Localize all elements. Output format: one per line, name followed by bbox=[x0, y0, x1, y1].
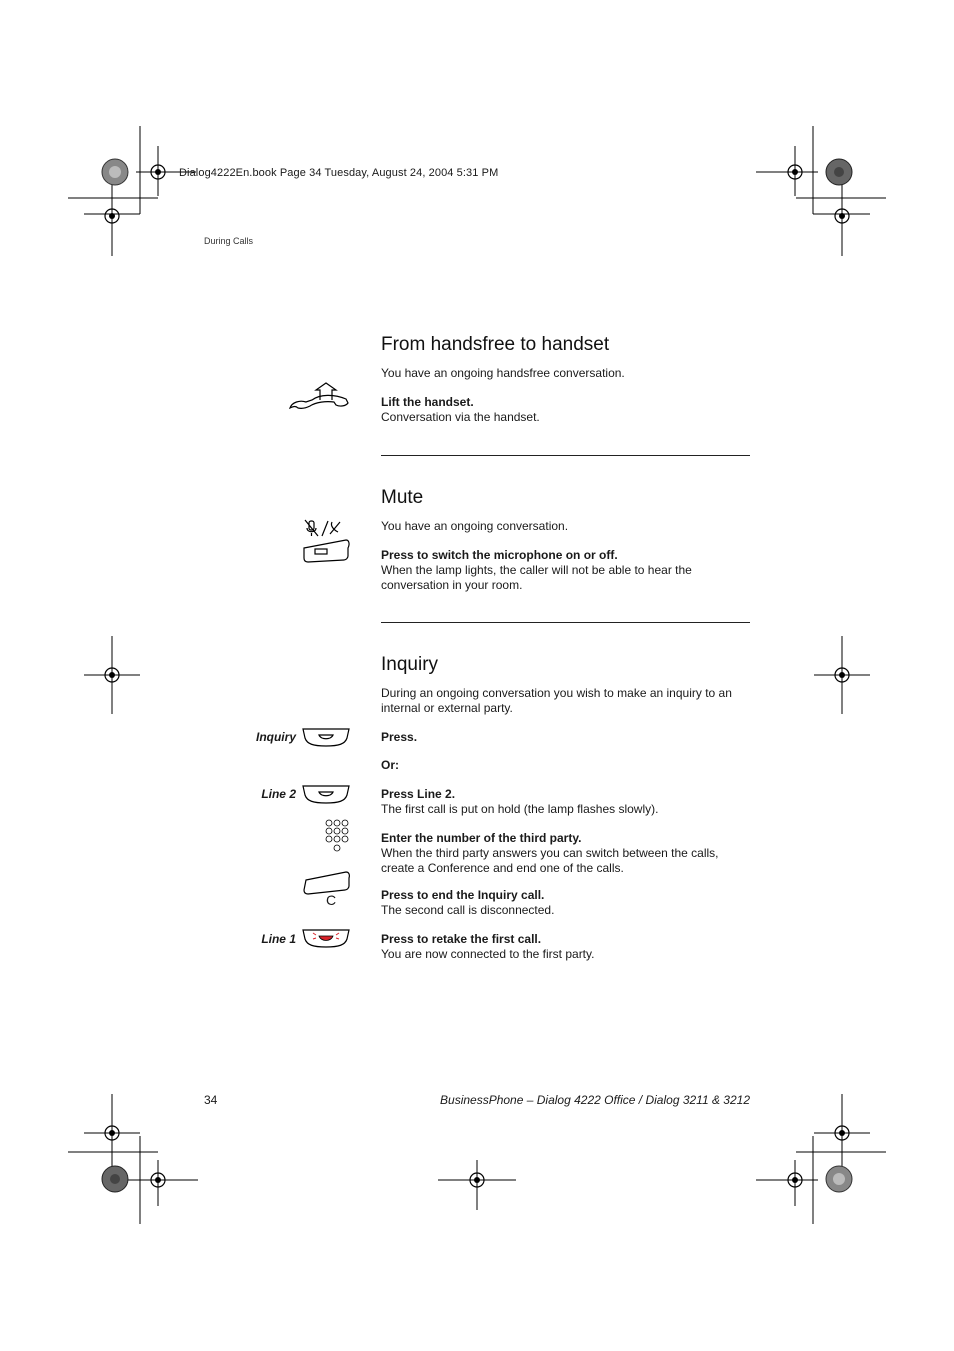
footer-title: BusinessPhone – Dialog 4222 Office / Dialog 3211 & 3212 bbox=[440, 1093, 750, 1107]
line1-key-label: Line 1 bbox=[261, 932, 296, 946]
handsfree-step-bold: Lift the handset. bbox=[381, 395, 474, 409]
page-number: 34 bbox=[204, 1093, 218, 1107]
end-inquiry-text: The second call is disconnected. bbox=[381, 903, 555, 917]
section-title-inquiry: Inquiry bbox=[381, 654, 439, 675]
enter-number-text-1: When the third party answers you can switch between the calls, bbox=[381, 846, 719, 860]
enter-number-text-2: create a Conference and end one of the calls. bbox=[381, 861, 624, 875]
handset-lift-icon bbox=[286, 382, 352, 412]
inquiry-key-label: Inquiry bbox=[255, 730, 296, 744]
enter-number-bold: Enter the number of the third party. bbox=[381, 831, 582, 845]
line1-key-flashing-icon[interactable] bbox=[301, 927, 351, 949]
retake-bold: Press to retake the first call. bbox=[381, 932, 542, 946]
clear-key-label: C bbox=[326, 892, 337, 908]
retake-text: You are now connected to the first party. bbox=[381, 947, 595, 961]
mute-step-bold: Press to switch the microphone on or off. bbox=[381, 548, 618, 562]
end-inquiry-bold: Press to end the Inquiry call. bbox=[381, 888, 545, 902]
handsfree-step bbox=[381, 395, 751, 425]
section-divider bbox=[381, 455, 750, 456]
mute-key-icon[interactable] bbox=[300, 518, 354, 566]
inquiry-intro-1: During an ongoing conversation you wish to make an inquiry to an bbox=[381, 686, 732, 700]
keypad-icon[interactable] bbox=[324, 818, 352, 854]
mute-intro: You have an ongoing conversation. bbox=[381, 519, 569, 533]
inquiry-intro-2: internal or external party. bbox=[381, 701, 513, 715]
line2-key-icon[interactable] bbox=[301, 783, 351, 805]
section-divider bbox=[381, 622, 750, 623]
handsfree-intro: You have an ongoing handsfree conversation. bbox=[381, 366, 625, 380]
inquiry-press-bold: Press. bbox=[381, 730, 418, 744]
line2-step-text: The first call is put on hold (the lamp flashes slowly). bbox=[381, 802, 659, 816]
line2-key-label: Line 2 bbox=[261, 787, 296, 801]
mute-step-text-1: When the lamp lights, the caller will not be able to hear the bbox=[381, 563, 692, 577]
section-title-mute: Mute bbox=[381, 487, 424, 508]
print-info: Dialog4222En.book Page 34 Tuesday, August 24, 2004 5:31 PM bbox=[179, 167, 499, 179]
inquiry-intro bbox=[381, 686, 751, 716]
section-title-handsfree: From handsfree to handset bbox=[381, 334, 610, 355]
line2-step-bold: Press Line 2. bbox=[381, 787, 456, 801]
inquiry-key-icon[interactable] bbox=[301, 726, 351, 748]
mute-step bbox=[381, 548, 751, 593]
inquiry-or-bold: Or: bbox=[381, 758, 399, 772]
mute-step-text-2: conversation in your room. bbox=[381, 578, 523, 592]
retake-step bbox=[381, 932, 751, 962]
line2-step bbox=[381, 787, 751, 817]
inquiry-or bbox=[381, 758, 751, 773]
handsfree-step-text: Conversation via the handset. bbox=[381, 410, 540, 424]
enter-number-step bbox=[381, 831, 751, 876]
inquiry-press bbox=[381, 730, 751, 745]
end-inquiry-step bbox=[381, 888, 751, 918]
running-header: During Calls bbox=[204, 236, 254, 246]
